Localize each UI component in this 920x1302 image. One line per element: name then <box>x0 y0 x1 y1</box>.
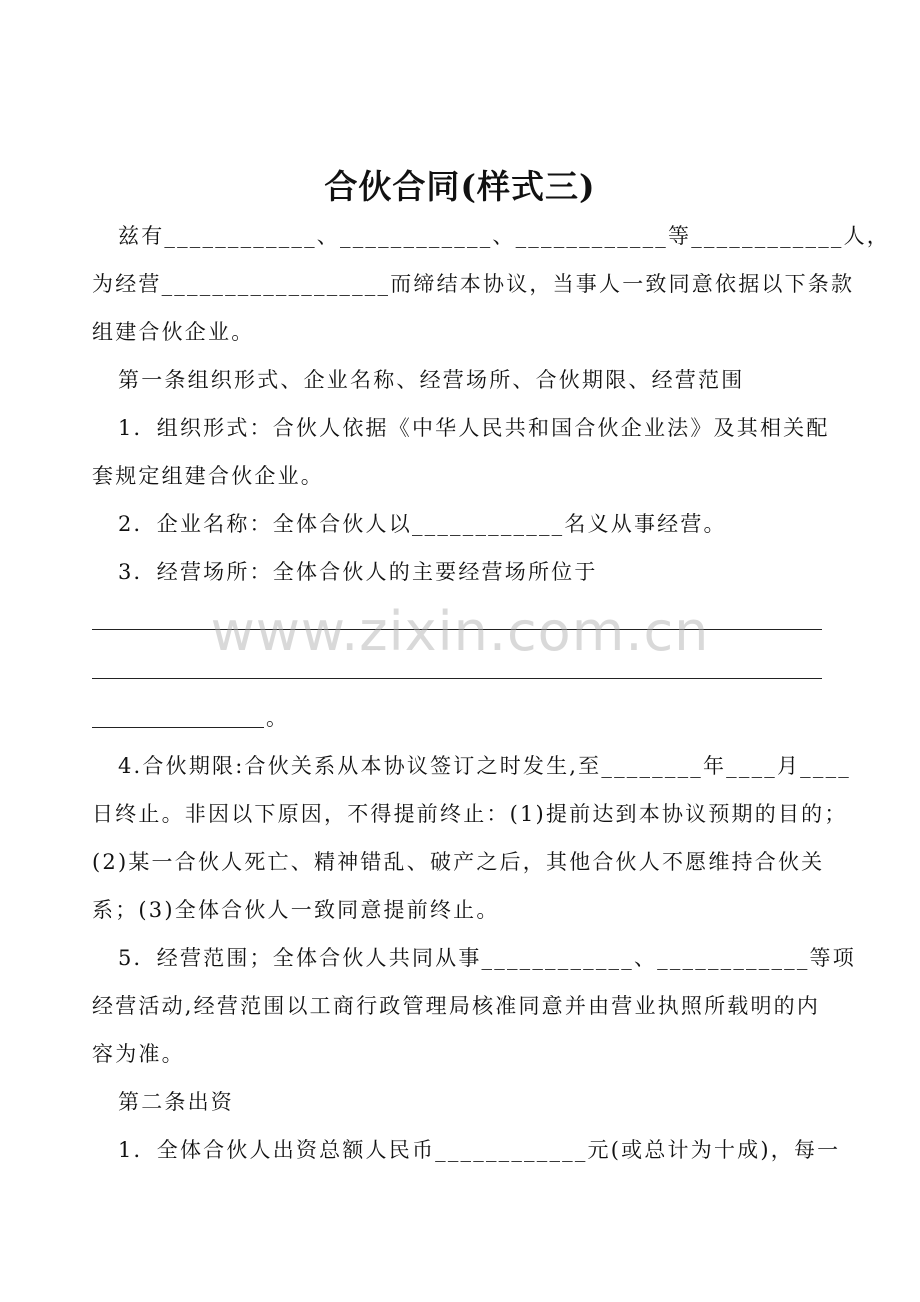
address-blank-line-2 <box>92 678 822 679</box>
clause-1-4-line-4: 系；(3)全体合伙人一致同意提前终止。 <box>92 898 500 922</box>
clause-1-3: 3．经营场所：全体合伙人的主要经营场所位于 <box>118 560 598 584</box>
clause-1-5-line-3: 容为准。 <box>92 1042 185 1066</box>
clause-1-2: 2．企业名称：全体合伙人以____________名义从事经营。 <box>118 512 727 536</box>
article-2-heading: 第二条出资 <box>118 1090 234 1114</box>
site-watermark: www.zixin.com.cn <box>210 600 710 663</box>
clause-1-5-line-2: 经营活动,经营范围以工商行政管理局核准同意并由营业执照所载明的内 <box>92 994 821 1018</box>
document-title: 合伙合同(样式三) <box>324 167 596 206</box>
clause-1-4-line-1: 4.合伙期限:合伙关系从本协议签订之时发生,至________年____月____ <box>118 754 851 778</box>
preamble-line-1: 兹有____________、____________、____________等____________人， <box>118 224 890 248</box>
address-end-mark: 。 <box>266 706 287 730</box>
address-blank-line-1 <box>92 629 822 630</box>
clause-1-4-line-2: 日终止。非因以下原因，不得提前终止：(1)提前达到本协议预期的目的； <box>92 802 848 826</box>
preamble-line-2: 为经营__________________而缔结本协议，当事人一致同意依据以下条款 <box>92 272 855 296</box>
clause-1-5-line-1: 5．经营范围；全体合伙人共同从事____________、____________等项 <box>118 946 856 970</box>
address-blank-line-3 <box>92 727 264 728</box>
clause-1-1-line-1: 1．组织形式：合伙人依据《中华人民共和国合伙企业法》及其相关配 <box>118 416 830 440</box>
article-1-heading: 第一条组织形式、企业名称、经营场所、合伙期限、经营范围 <box>118 368 745 392</box>
clause-1-1-line-2: 套规定组建合伙企业。 <box>92 464 324 488</box>
preamble-line-3: 组建合伙企业。 <box>92 320 255 344</box>
clause-1-4-line-3: (2)某一合伙人死亡、精神错乱、破产之后，其他合伙人不愿维持合伙关 <box>92 850 825 874</box>
clause-2-1-line-1: 1．全体合伙人出资总额人民币____________元(或总计为十成)，每一 <box>118 1138 841 1162</box>
